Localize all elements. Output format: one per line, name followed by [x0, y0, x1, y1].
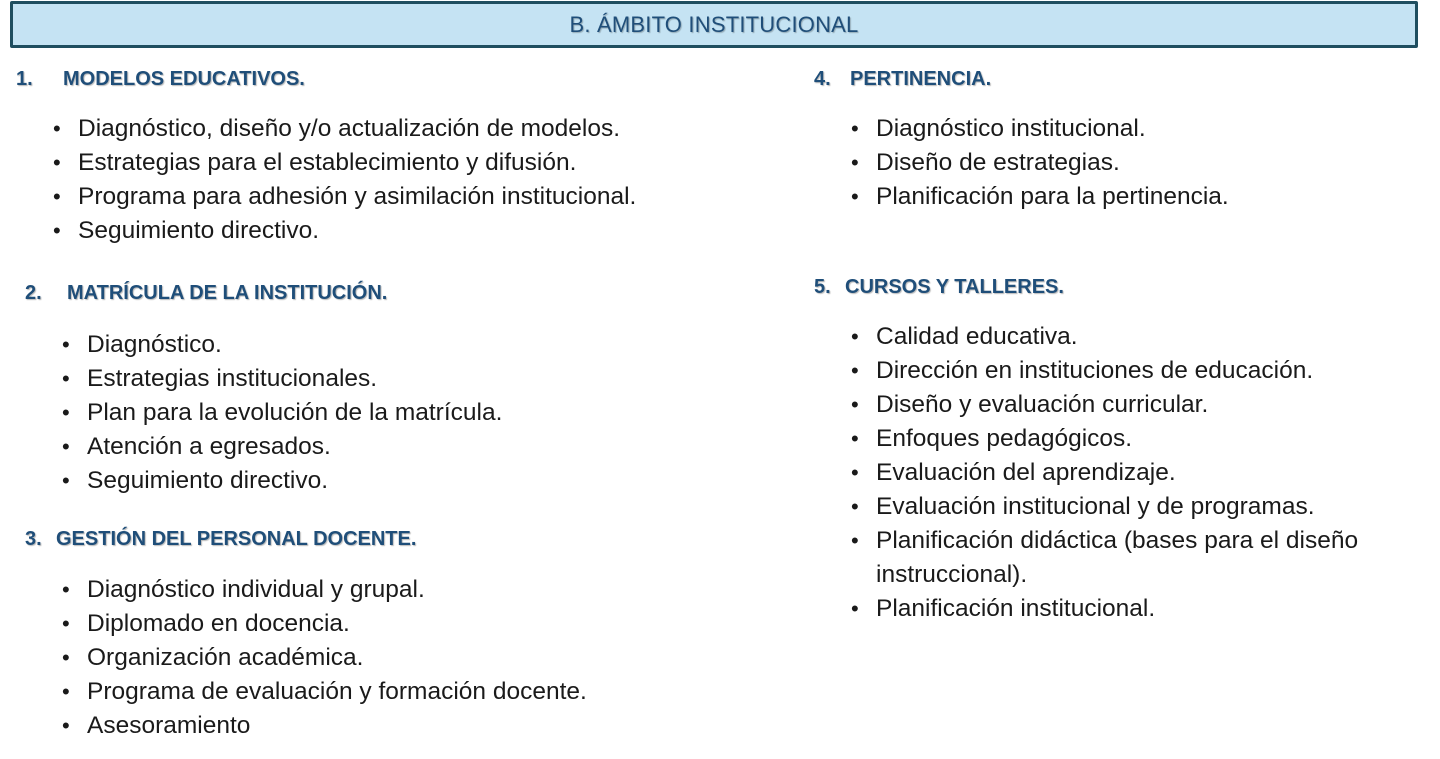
list-item: • Programa para adhesión y asimilación institucional. — [53, 180, 636, 214]
list-item: • Diplomado en docencia. — [62, 607, 587, 641]
section-heading-modelos-educativos — [16, 68, 305, 91]
list-item: • Diagnóstico institucional. — [851, 112, 1229, 146]
list-item: • Evaluación del aprendizaje. — [851, 456, 1436, 490]
list-item: • Planificación para la pertinencia. — [851, 180, 1229, 214]
list-item: • Asesoramiento — [62, 709, 587, 743]
list-item: • Programa de evaluación y formación docente. — [62, 675, 587, 709]
list-item: • Seguimiento directivo. — [62, 464, 502, 498]
banner-title: B. ÁMBITO INSTITUCIONAL — [569, 11, 859, 37]
section-number: 2. — [25, 282, 42, 304]
list-item: • Dirección en instituciones de educación. — [851, 354, 1436, 388]
list-item: • Evaluación institucional y de programas. — [851, 490, 1436, 524]
section-heading-gestion-personal — [25, 528, 416, 551]
list-modelos-educativos — [53, 112, 636, 248]
section-heading-matricula — [25, 282, 387, 305]
list-item: • Enfoques pedagógicos. — [851, 422, 1436, 456]
list-item: • Planificación institucional. — [851, 592, 1436, 626]
section-number: 5. — [814, 276, 831, 298]
list-item: • Organización académica. — [62, 641, 587, 675]
list-item: • Estrategias institucionales. — [62, 362, 502, 396]
list-item: • Diagnóstico, diseño y/o actualización de modelos. — [53, 112, 636, 146]
list-item: • Estrategias para el establecimiento y difusión. — [53, 146, 636, 180]
list-item: • Diagnóstico individual y grupal. — [62, 573, 587, 607]
list-gestion-personal — [62, 573, 587, 743]
section-title: PERTINENCIA. — [850, 68, 992, 90]
list-cursos-talleres — [851, 320, 1436, 626]
list-item: • Plan para la evolución de la matrícula. — [62, 396, 502, 430]
list-item: • Planificación didáctica (bases para el diseño instruccional). — [851, 524, 1436, 592]
section-banner — [10, 1, 1418, 48]
section-heading-pertinencia — [814, 68, 991, 91]
list-item: • Diseño de estrategias. — [851, 146, 1229, 180]
section-heading-cursos-talleres — [814, 276, 1064, 299]
list-matricula — [62, 328, 502, 498]
list-item: • Calidad educativa. — [851, 320, 1436, 354]
section-number: 4. — [814, 68, 831, 90]
list-item: • Diseño y evaluación curricular. — [851, 388, 1436, 422]
section-title: MATRÍCULA DE LA INSTITUCIÓN. — [67, 282, 388, 304]
section-title: MODELOS EDUCATIVOS. — [63, 68, 305, 90]
section-number: 1. — [16, 68, 33, 90]
section-number: 3. — [25, 528, 42, 550]
section-title: CURSOS Y TALLERES. — [845, 276, 1064, 298]
list-pertinencia — [851, 112, 1229, 214]
list-item: • Seguimiento directivo. — [53, 214, 636, 248]
list-item: • Atención a egresados. — [62, 430, 502, 464]
list-item: • Diagnóstico. — [62, 328, 502, 362]
section-title: GESTIÓN DEL PERSONAL DOCENTE. — [56, 528, 417, 550]
